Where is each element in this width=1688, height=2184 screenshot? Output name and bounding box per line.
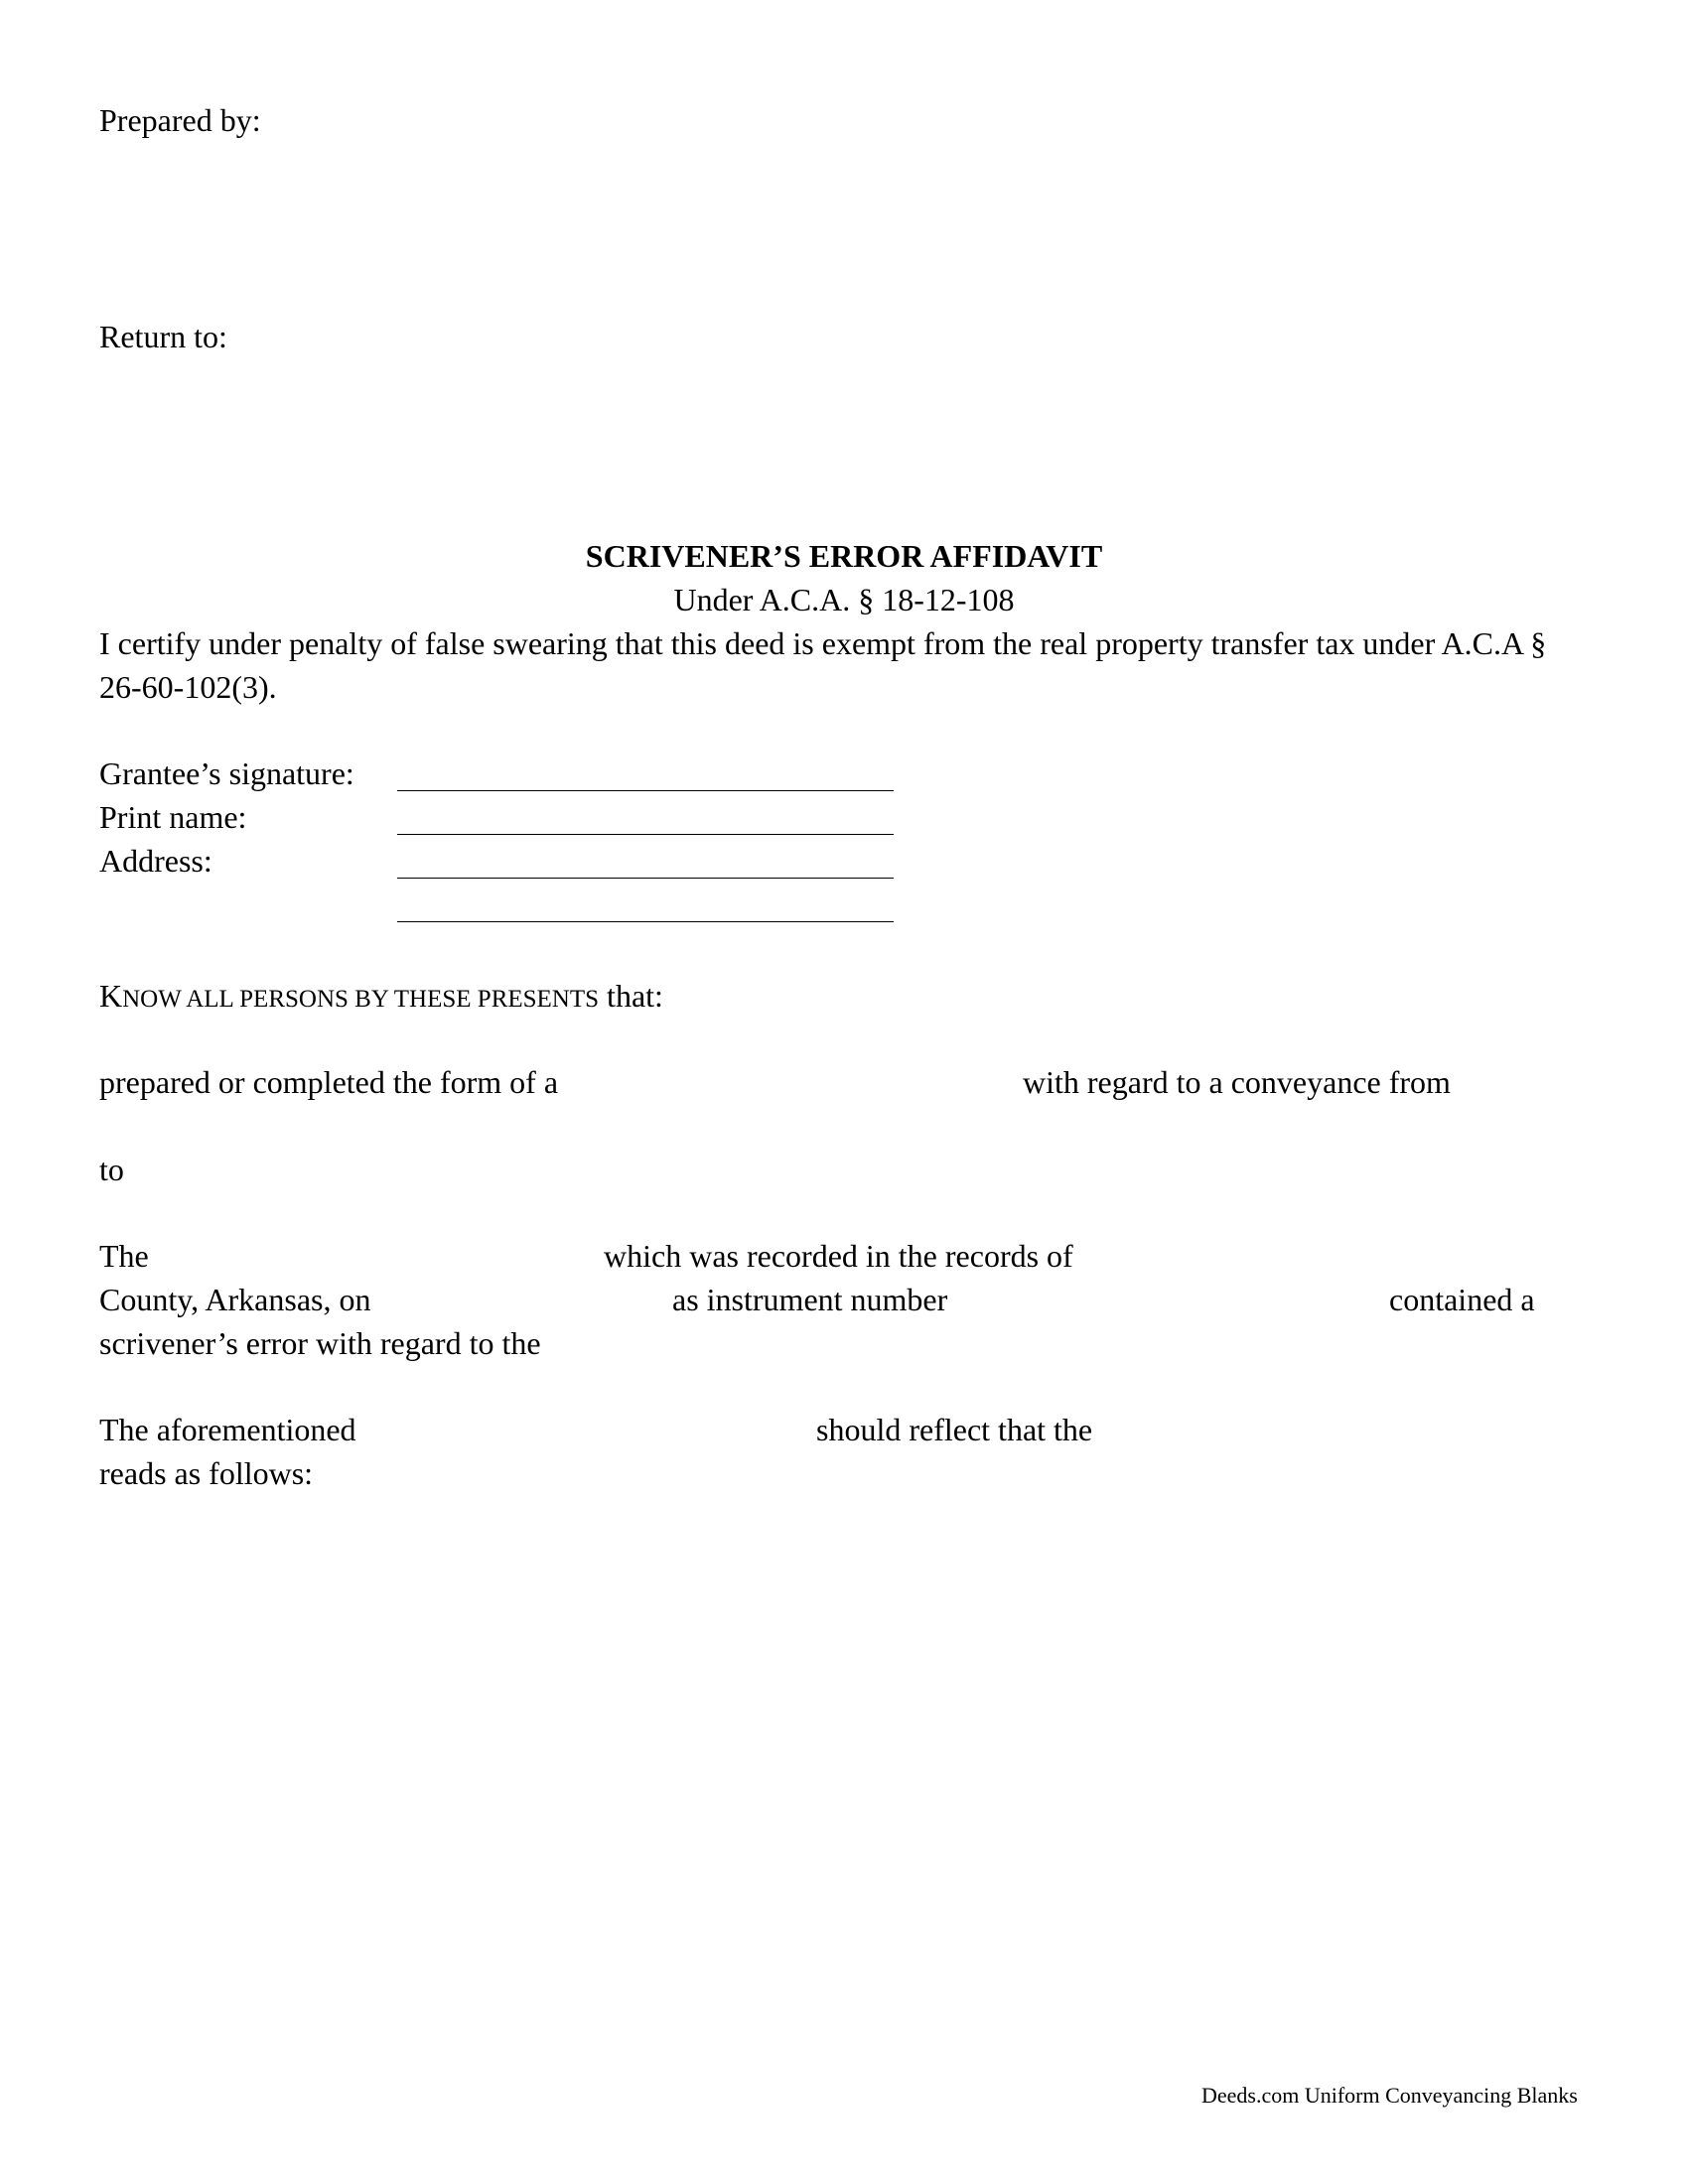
reads-as-follows-text: reads as follows: xyxy=(99,1455,314,1491)
with-regard-text: with regard to a conveyance from xyxy=(1023,1064,1451,1100)
address-line-1[interactable] xyxy=(397,878,894,879)
know-all-persons-clause xyxy=(99,974,663,1022)
certification-paragraph: I certify under penalty of false swearing that this deed is exempt from the real property transfer tax under A.C.A § 26-60-102(3). xyxy=(99,625,1547,705)
grantee-signature-line[interactable] xyxy=(397,790,894,791)
print-name-label: Print name: xyxy=(99,799,247,835)
grantee-signature-label: Grantee’s signature: xyxy=(99,755,354,791)
print-name-line[interactable] xyxy=(397,834,894,835)
reflect-text: should reflect that the xyxy=(816,1412,1093,1447)
the-text: The xyxy=(99,1238,149,1274)
aforementioned-text: The aforementioned xyxy=(99,1412,356,1447)
prepared-by-label: Prepared by: xyxy=(99,102,261,138)
document-subtitle: Under A.C.A. § 18-12-108 xyxy=(673,582,1015,617)
know-first-letter: K xyxy=(99,978,123,1014)
contained-text: contained a xyxy=(1389,1282,1535,1317)
recorded-text: which was recorded in the records of xyxy=(604,1238,1073,1274)
know-small-caps: NOW ALL PERSONS BY THESE PRESENTS xyxy=(122,986,600,1013)
know-suffix: that: xyxy=(599,978,663,1014)
return-to-label: Return to: xyxy=(99,319,227,354)
prepared-completed-text: prepared or completed the form of a xyxy=(99,1064,559,1100)
scrivener-text: scrivener’s error with regard to the xyxy=(99,1325,541,1361)
county-text: County, Arkansas, on xyxy=(99,1282,371,1317)
address-label: Address: xyxy=(99,843,212,879)
footer-text: Deeds.com Uniform Conveyancing Blanks xyxy=(1201,2083,1578,2108)
document-title: SCRIVENER’S ERROR AFFIDAVIT xyxy=(585,538,1103,574)
to-text: to xyxy=(99,1152,124,1187)
address-line-2[interactable] xyxy=(397,921,894,922)
instrument-text: as instrument number xyxy=(672,1282,948,1317)
